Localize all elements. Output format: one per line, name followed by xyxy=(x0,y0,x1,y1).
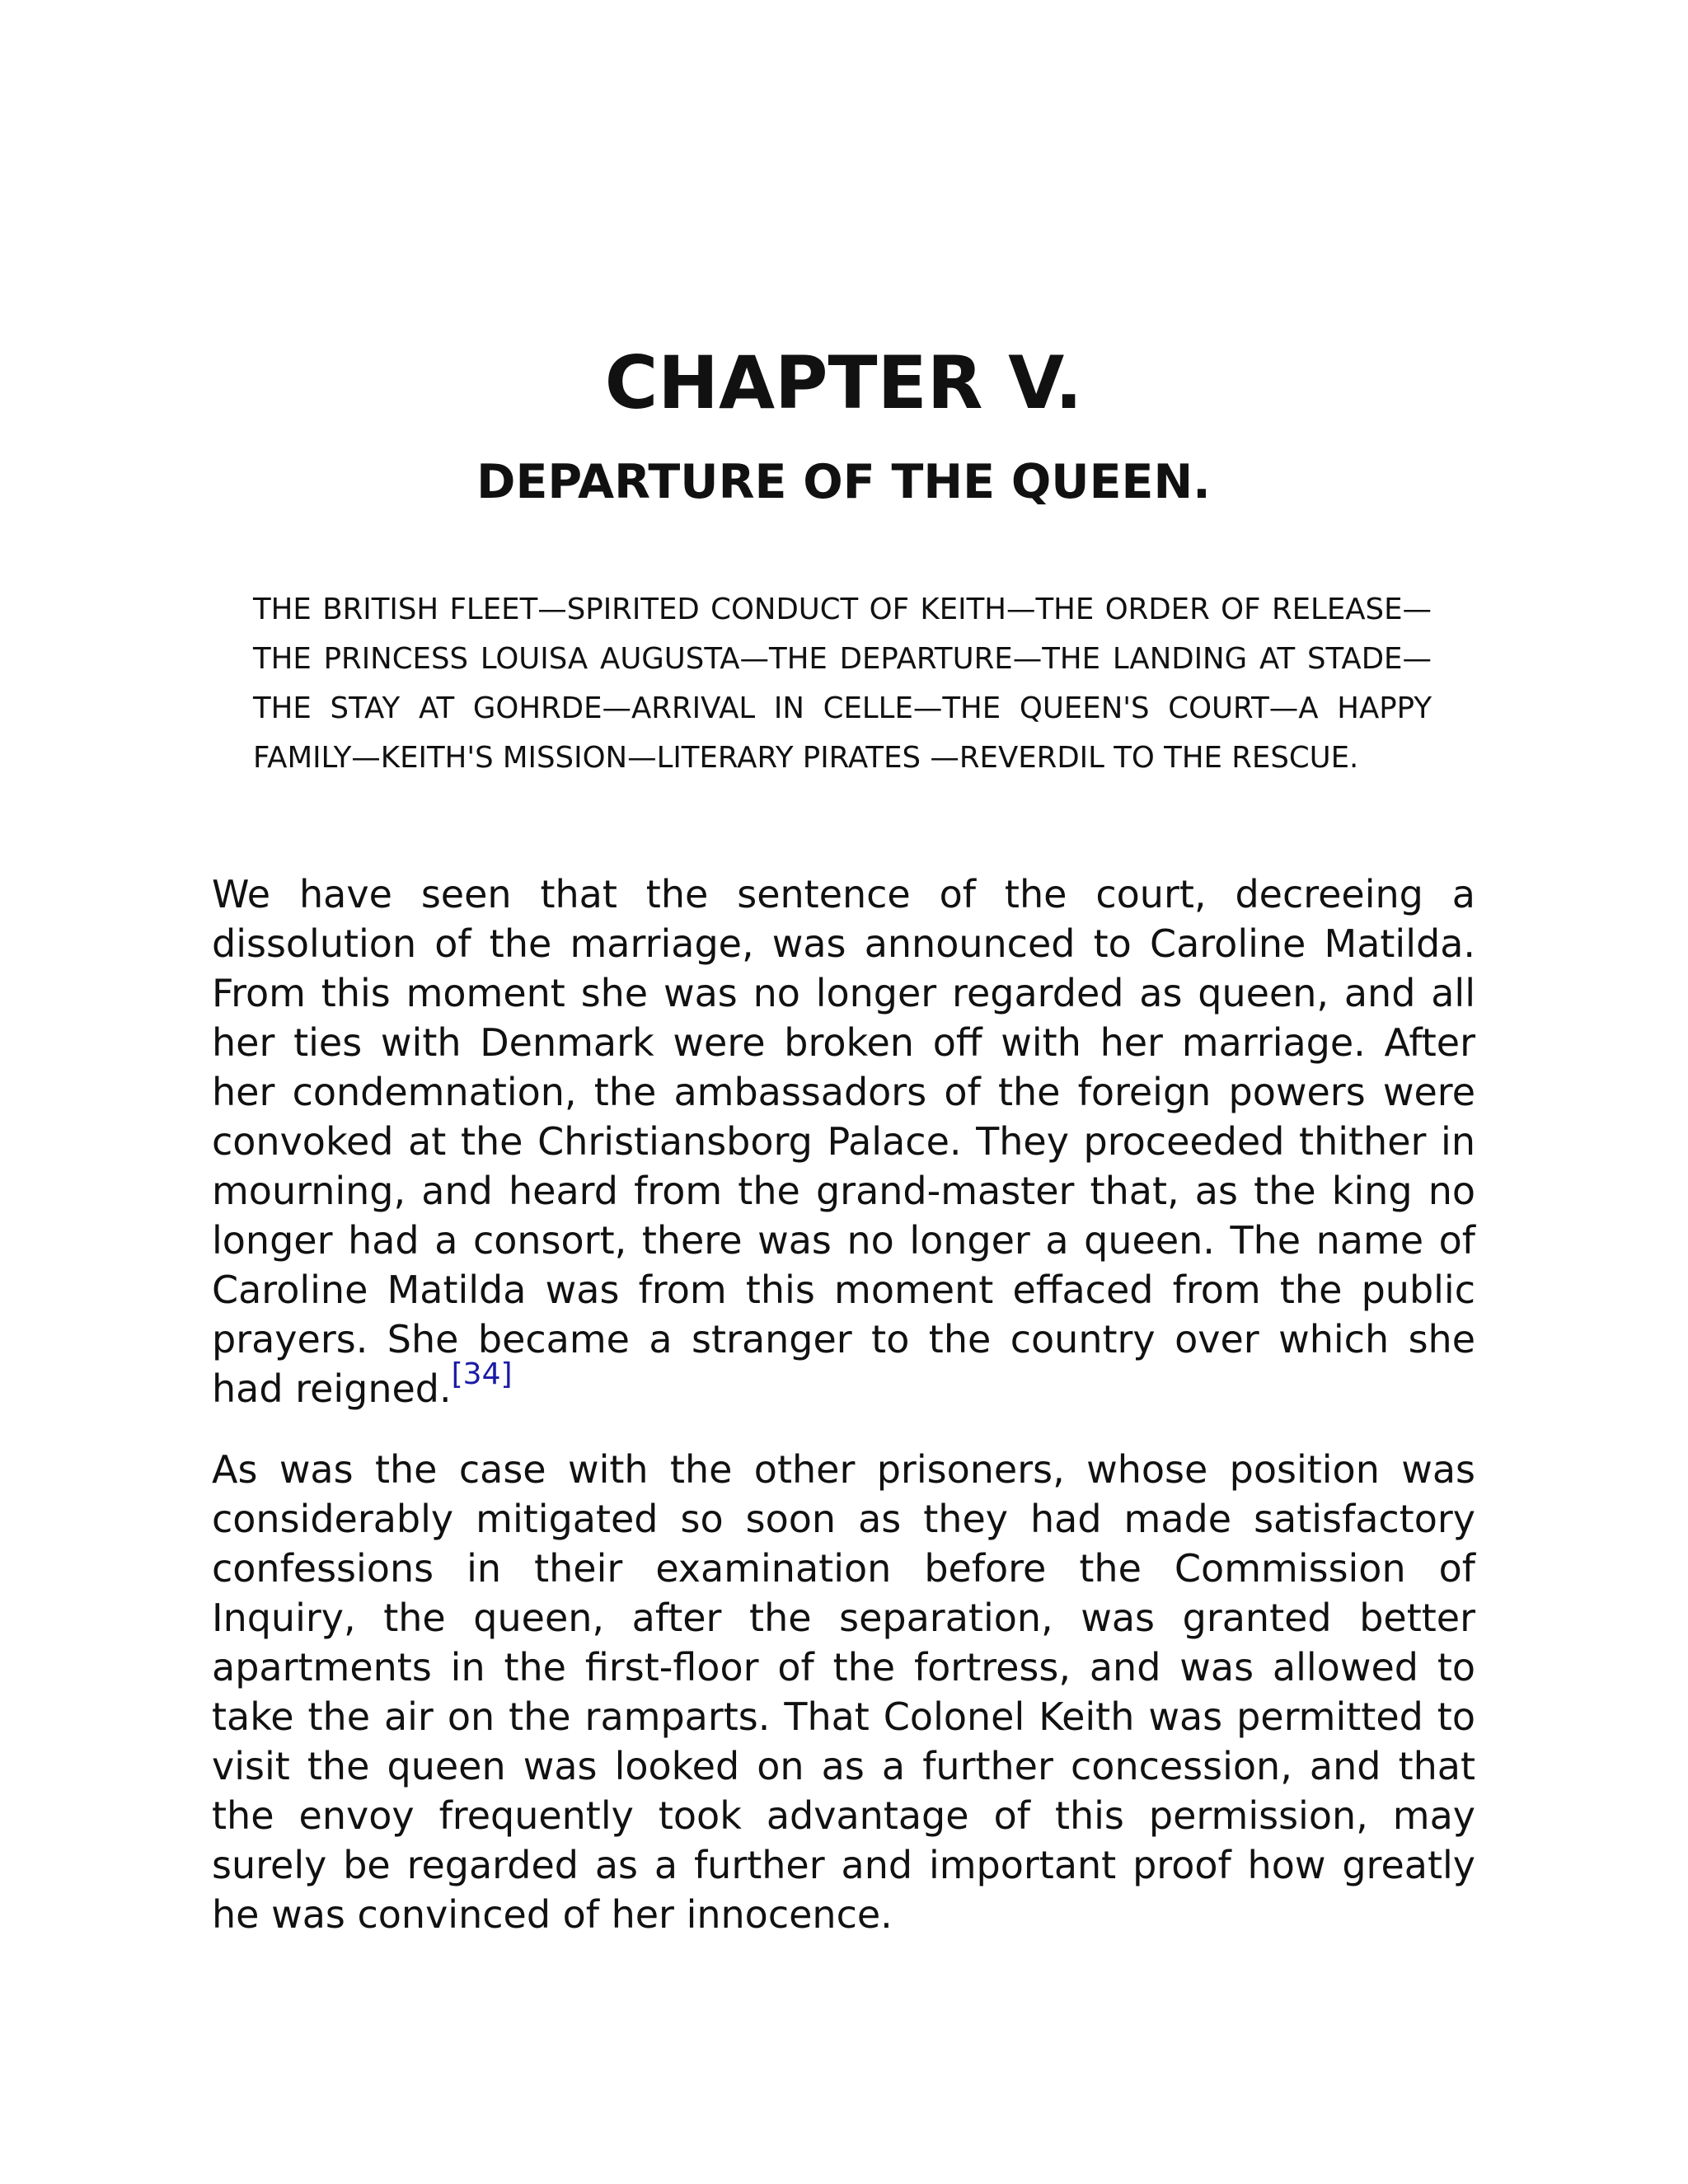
chapter-synopsis: THE BRITISH FLEET—SPIRITED CONDUCT OF KEITH—THE ORDER OF RELEASE—THE PRINCESS LOUISA AUGUSTA—THE DEPARTURE—THE LANDING AT STADE—THE STAY AT GOHRDE—ARRIVAL IN CELLE—THE QUEEN'S COURT—A HAPPY FAMILY—KEITH'S MISSION—LITERARY PIRATES —REVERDIL TO THE RESCUE. xyxy=(253,593,1432,775)
paragraph: As was the case with the other prisoners, whose position was considerably mitigated so soon as they had made satisfactory confessions in their examination before the Commission of Inquiry, the queen, after the separation, was granted better apartments in the first-floor of the fortress, and was allowed to take the air on the ramparts. That Colonel Keith was permitted to visit the queen was looked on as a further concession, and that the envoy frequently took advantage of this permission, may surely be regarded as a further and important proof how greatly he was convinced of her innocence. xyxy=(212,1447,1475,1937)
chapter-subtitle: DEPARTURE OF THE QUEEN. xyxy=(476,455,1211,509)
chapter-title: CHAPTER V. xyxy=(604,340,1083,425)
paragraph xyxy=(212,869,1475,1413)
paragraph-text: We have seen that the sentence of the court, decreeing a dissolution of the marriage, was announced to Caroline Matilda. From this moment she was no longer regarded as queen, and all her ties with Denmark were broken off with her marriage. After her condemnation, the ambassadors of the foreign powers were convoked at the Christiansborg Palace. They proceeded thither in mourning, and heard from the grand-master that, as the king no longer had a consort, there was no longer a queen. The name of Caroline Matilda was from this moment effaced from the public prayers. She became a stranger to the country over which she had reigned. xyxy=(212,872,1475,1411)
footnote-link[interactable]: [34] xyxy=(451,1357,513,1391)
